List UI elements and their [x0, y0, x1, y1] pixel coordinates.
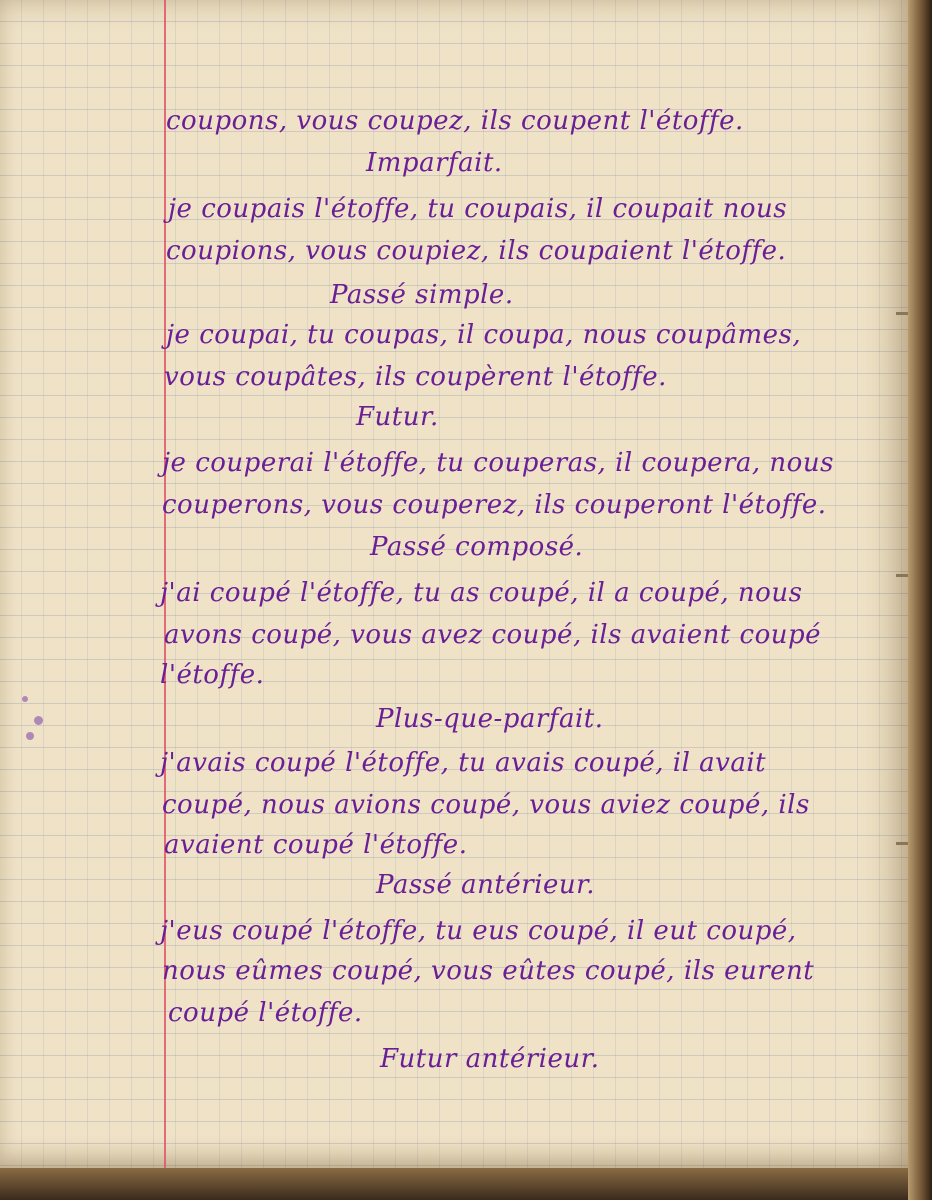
section-heading: Imparfait. — [366, 148, 503, 178]
handwritten-line: j'avais coupé l'étoffe, tu avais coupé, il avait — [160, 748, 767, 778]
handwritten-line: je coupai, tu coupas, il coupa, nous coupâmes, — [166, 320, 802, 350]
handwritten-line: l'étoffe. — [160, 660, 265, 690]
handwritten-line: j'ai coupé l'étoffe, tu as coupé, il a coupé, nous — [160, 578, 803, 608]
handwritten-line: je coupais l'étoffe, tu coupais, il coupait nous — [168, 194, 788, 224]
section-heading: Passé antérieur. — [376, 870, 595, 900]
handwritten-line: coupions, vous coupiez, ils coupaient l'étoffe. — [166, 236, 787, 266]
section-heading: Passé composé. — [370, 532, 584, 562]
handwritten-line: coupé l'étoffe. — [168, 998, 363, 1028]
handwritten-line: coupé, nous avions coupé, vous aviez coupé, ils — [162, 790, 810, 820]
ink-blot — [34, 716, 43, 725]
handwritten-line: vous coupâtes, ils coupèrent l'étoffe. — [164, 362, 667, 392]
handwritten-line: coupons, vous coupez, ils coupent l'étoffe. — [166, 106, 744, 136]
handwritten-line: nous eûmes coupé, vous eûtes coupé, ils eurent — [162, 956, 815, 986]
section-heading: Futur. — [356, 402, 439, 432]
handwritten-line: couperons, vous couperez, ils couperont l'étoffe. — [162, 490, 827, 520]
handwritten-line: avons coupé, vous avez coupé, ils avaient coupé — [164, 620, 822, 650]
section-heading: Passé simple. — [330, 280, 514, 310]
page-bottom-shadow — [0, 1168, 908, 1200]
ink-blot — [26, 732, 34, 740]
page-edge-shadow — [908, 0, 932, 1200]
handwritten-line: j'eus coupé l'étoffe, tu eus coupé, il eut coupé, — [160, 916, 797, 946]
handwritten-line: avaient coupé l'étoffe. — [164, 830, 468, 860]
handwritten-line: je couperai l'étoffe, tu couperas, il coupera, nous — [162, 448, 834, 478]
section-heading: Futur antérieur. — [380, 1044, 600, 1074]
ink-blot — [22, 696, 28, 702]
section-heading: Plus-que-parfait. — [376, 704, 604, 734]
